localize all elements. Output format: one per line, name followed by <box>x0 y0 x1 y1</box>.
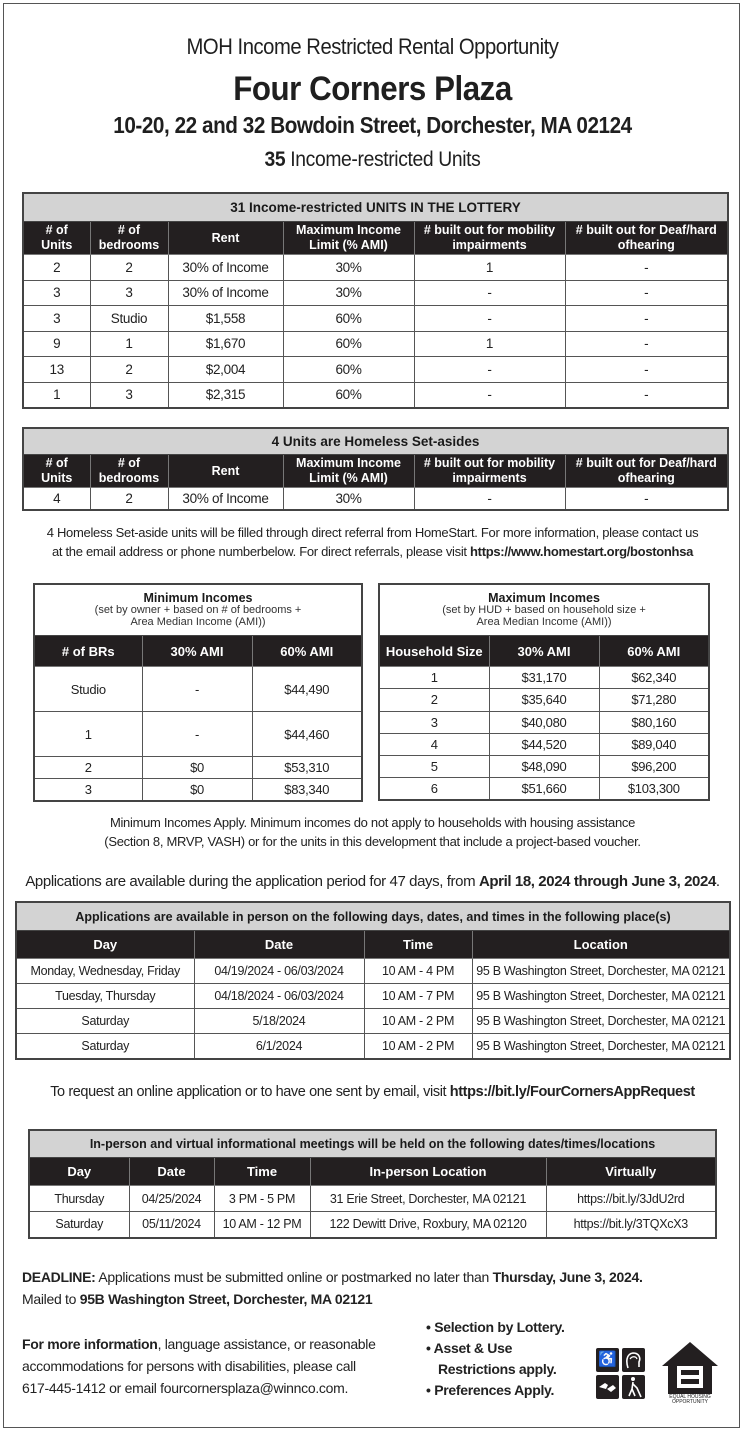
table-cell: 30% <box>283 488 414 510</box>
table-cell: https://bit.ly/3JdU2rd <box>546 1186 716 1212</box>
table-cell: - <box>565 280 728 306</box>
table-cell: 60% <box>283 306 414 332</box>
table-cell: Thursday <box>29 1186 129 1212</box>
table-cell: 1 <box>414 331 565 357</box>
table-cell: 2 <box>90 488 168 510</box>
table-cell: $51,660 <box>489 778 599 800</box>
table-cell: $1,670 <box>168 331 283 357</box>
min-income-note: Minimum Incomes Apply. Minimum incomes do not apply to households with housing assistance (Section 8, MRVP, VASH) or for the units in this development that include a project-based voucher. <box>104 815 641 849</box>
table-cell: 1 <box>414 255 565 281</box>
maximum-incomes-table <box>378 583 710 801</box>
table-cell: 95 B Washington Street, Dorchester, MA 02121 <box>472 959 730 984</box>
table-cell: 1 <box>34 712 142 757</box>
table-cell: $0 <box>142 779 252 801</box>
table-cell: 05/11/2024 <box>129 1212 214 1238</box>
col-header-in-person-location: In-person Location <box>310 1158 546 1186</box>
col-header-max-income: Maximum Income Limit (% AMI) <box>283 222 414 255</box>
table-row <box>34 779 362 801</box>
table-cell: 1 <box>23 382 90 408</box>
table-row <box>29 1186 716 1212</box>
table-cell: 30% of Income <box>168 255 283 281</box>
accessibility-icons <box>596 1348 646 1400</box>
table-cell: 5 <box>379 756 489 778</box>
deadline-label: DEADLINE: <box>22 1269 96 1285</box>
table-cell: Studio <box>34 667 142 712</box>
table-cell: 3 <box>23 306 90 332</box>
table-cell: - <box>565 331 728 357</box>
application-period: Applications are available during the application period for 47 days, from April 18, 2024 through June 3, 2024. <box>25 873 720 890</box>
deadline-date: Thursday, June 3, 2024. <box>492 1269 643 1285</box>
table-cell: - <box>565 306 728 332</box>
table-cell: 04/19/2024 - 06/03/2024 <box>194 959 364 984</box>
table-row <box>34 667 362 712</box>
table-row <box>379 667 709 689</box>
table-cell: $35,640 <box>489 689 599 711</box>
col-header-rent: Rent <box>168 222 283 255</box>
col-header-60-ami: 60% AMI <box>252 636 362 667</box>
cognitive-disability-icon <box>622 1348 645 1372</box>
table-cell: - <box>142 712 252 757</box>
app-request-link[interactable]: https://bit.ly/FourCornersAppRequest <box>449 1084 695 1100</box>
table-cell: 4 <box>23 488 90 510</box>
table-row <box>16 959 730 984</box>
table-cell: Saturday <box>16 1034 194 1059</box>
col-header-bedrooms: # of BRs <box>34 636 142 667</box>
table-cell: 3 PM - 5 PM <box>214 1186 310 1212</box>
homeless-note <box>0 523 745 561</box>
col-header-mobility: # built out for mobility impairments <box>414 222 565 255</box>
col-header-household-size: Household Size <box>379 636 489 667</box>
col-header-time: Time <box>214 1158 310 1186</box>
header-row <box>23 222 728 255</box>
table-cell: 31 Erie Street, Dorchester, MA 02121 <box>310 1186 546 1212</box>
header-row <box>29 1158 716 1186</box>
table-cell: $44,460 <box>252 712 362 757</box>
table-cell: $44,490 <box>252 667 362 712</box>
col-header-date: Date <box>129 1158 214 1186</box>
col-header-location: Location <box>472 931 730 959</box>
table-cell: Saturday <box>29 1212 129 1238</box>
table-row <box>16 984 730 1009</box>
table-cell: 2 <box>90 357 168 383</box>
col-header-time: Time <box>364 931 472 959</box>
header-row <box>34 636 362 667</box>
table-cell: - <box>565 488 728 510</box>
col-header-bedrooms: # of bedrooms <box>90 455 168 488</box>
sign-language-icon <box>596 1375 619 1399</box>
header-row <box>23 455 728 488</box>
table-row <box>29 1212 716 1238</box>
equal-housing-label: EQUAL HOUSING OPPORTUNITY <box>669 1394 711 1405</box>
table-cell: - <box>565 357 728 383</box>
col-header-deaf-hard-of-hearing: # built out for Deaf/hard ofhearing <box>565 222 728 255</box>
col-header-60-ami: 60% AMI <box>599 636 709 667</box>
table-row <box>34 757 362 779</box>
in-person-caption: Applications are available in person on the following days, dates, and times in the following place(s) <box>16 902 730 931</box>
table-cell: 30% <box>283 255 414 281</box>
table-cell: 2 <box>34 757 142 779</box>
table-cell: - <box>414 488 565 510</box>
wheelchair-icon: ♿ <box>596 1348 619 1372</box>
table-row <box>23 280 728 306</box>
table-row <box>23 357 728 383</box>
table-cell: 3 <box>90 382 168 408</box>
table-cell: $89,040 <box>599 733 709 755</box>
info-meetings-table <box>28 1129 717 1239</box>
table-cell: $40,080 <box>489 711 599 733</box>
table-cell: $96,200 <box>599 756 709 778</box>
homestart-link[interactable]: https://www.homestart.org/bostonhsa <box>470 544 694 559</box>
bullet-preferences: • Preferences Apply. <box>426 1382 555 1398</box>
table-cell: 04/25/2024 <box>129 1186 214 1212</box>
table-cell: Tuesday, Thursday <box>16 984 194 1009</box>
table-cell: 10 AM - 2 PM <box>364 1009 472 1034</box>
table-cell: $80,160 <box>599 711 709 733</box>
table-cell: 60% <box>283 331 414 357</box>
table-cell: 10 AM - 12 PM <box>214 1212 310 1238</box>
table-row <box>16 1009 730 1034</box>
col-header-bedrooms: # of bedrooms <box>90 222 168 255</box>
table-cell: 4 <box>379 733 489 755</box>
table-cell: 10 AM - 2 PM <box>364 1034 472 1059</box>
table-cell: 9 <box>23 331 90 357</box>
table-row <box>379 733 709 755</box>
table-cell: 2 <box>379 689 489 711</box>
col-header-day: Day <box>16 931 194 959</box>
table-cell: 1 <box>379 667 489 689</box>
table-cell: 6 <box>379 778 489 800</box>
table-cell: 95 B Washington Street, Dorchester, MA 02121 <box>472 1009 730 1034</box>
table-cell: 30% of Income <box>168 488 283 510</box>
max-incomes-caption: Maximum Incomes (set by HUD + based on household size + Area Median Income (AMI)) <box>379 584 709 636</box>
table-cell: 95 B Washington Street, Dorchester, MA 02121 <box>472 1034 730 1059</box>
min-incomes-title: Minimum Incomes <box>143 591 253 605</box>
table-cell: $0 <box>142 757 252 779</box>
table-cell: $2,315 <box>168 382 283 408</box>
table-row <box>379 711 709 733</box>
table-row <box>23 331 728 357</box>
table-cell: 30% <box>283 280 414 306</box>
table-row <box>379 756 709 778</box>
table-cell: 30% of Income <box>168 280 283 306</box>
table-cell: $31,170 <box>489 667 599 689</box>
col-header-30-ami: 30% AMI <box>489 636 599 667</box>
min-incomes-caption: Minimum Incomes (set by owner + based on # of bedrooms + Area Median Income (AMI)) <box>34 584 362 636</box>
table-cell: $48,090 <box>489 756 599 778</box>
table-cell: $1,558 <box>168 306 283 332</box>
table-row <box>34 712 362 757</box>
header-row <box>379 636 709 667</box>
table-cell: https://bit.ly/3TQXcX3 <box>546 1212 716 1238</box>
col-header-virtually: Virtually <box>546 1158 716 1186</box>
table-cell: $103,300 <box>599 778 709 800</box>
col-header-day: Day <box>29 1158 129 1186</box>
table-cell: - <box>142 667 252 712</box>
table-cell: - <box>414 280 565 306</box>
homeless-setaside-table <box>22 427 729 511</box>
table-cell: $62,340 <box>599 667 709 689</box>
blind-cane-icon <box>622 1375 645 1399</box>
table-cell: 2 <box>23 255 90 281</box>
table-cell: - <box>414 357 565 383</box>
table-cell: 60% <box>283 382 414 408</box>
col-header-rent: Rent <box>168 455 283 488</box>
table-cell: Monday, Wednesday, Friday <box>16 959 194 984</box>
deadline-section: DEADLINE: Applications must be submitted online or postmarked no later than Thursday, June 3, 2024. Mailed to 95B Washington Street, Dorchester, MA 02121 <box>22 1269 643 1307</box>
col-header-mobility: # built out for mobility impairments <box>414 455 565 488</box>
table-cell: 10 AM - 7 PM <box>364 984 472 1009</box>
in-person-applications-table <box>15 901 731 1060</box>
table-cell: - <box>565 255 728 281</box>
table-row <box>379 778 709 800</box>
page-title: Four Corners Plaza <box>233 70 512 108</box>
mailing-address: 95B Washington Street, Dorchester, MA 02121 <box>79 1291 373 1307</box>
col-header-30-ami: 30% AMI <box>142 636 252 667</box>
table-cell: 60% <box>283 357 414 383</box>
table-row <box>23 488 728 510</box>
lottery-bullets <box>426 1317 586 1401</box>
max-incomes-title: Maximum Incomes <box>488 591 600 605</box>
minimum-incomes-table <box>33 583 363 802</box>
table-cell: 3 <box>23 280 90 306</box>
units-count: 35 <box>264 148 286 171</box>
table-cell: 122 Dewitt Drive, Roxbury, MA 02120 <box>310 1212 546 1238</box>
table-cell: - <box>414 306 565 332</box>
table-cell: 13 <box>23 357 90 383</box>
page-subtitle: MOH Income Restricted Rental Opportunity <box>186 34 559 59</box>
table-cell: $71,280 <box>599 689 709 711</box>
homeless-note-line2: at the email address or phone numberbelow. For direct referrals, please visit https://www.homestart.org/bostonhsa <box>51 544 694 559</box>
table-cell: Saturday <box>16 1009 194 1034</box>
table-cell: - <box>565 382 728 408</box>
application-dates: April 18, 2024 through June 3, 2024 <box>478 873 716 890</box>
equal-housing-opportunity-icon <box>660 1340 720 1402</box>
table-cell: Studio <box>90 306 168 332</box>
units-summary <box>30 148 715 172</box>
col-header-deaf-hard-of-hearing: # built out for Deaf/hard ofhearing <box>565 455 728 488</box>
table-row <box>23 255 728 281</box>
units-label: Income-restricted Units <box>285 148 481 171</box>
bullet-selection: • Selection by Lottery. <box>426 1319 565 1335</box>
contact-info: For more information, language assistance, or reasonable accommodations for persons with disabilities, please call 617-445-1412 or email fourcornersplaza@winnco.com. <box>22 1336 376 1396</box>
table-cell: $53,310 <box>252 757 362 779</box>
table-row <box>23 306 728 332</box>
table-row <box>16 1034 730 1059</box>
table-row <box>379 689 709 711</box>
col-header-units: # of Units <box>23 222 90 255</box>
table-cell: $2,004 <box>168 357 283 383</box>
table-cell: $44,520 <box>489 733 599 755</box>
col-header-units: # of Units <box>23 455 90 488</box>
table-cell: 95 B Washington Street, Dorchester, MA 02121 <box>472 984 730 1009</box>
property-address: 10-20, 22 and 32 Bowdoin Street, Dorchester, MA 02124 <box>113 112 632 138</box>
table-cell: 3 <box>34 779 142 801</box>
header-row <box>16 931 730 959</box>
table-row <box>23 382 728 408</box>
bullet-asset-use: • Asset & Use Restrictions apply. <box>426 1340 557 1377</box>
table-cell: 10 AM - 4 PM <box>364 959 472 984</box>
col-header-max-income: Maximum Income Limit (% AMI) <box>283 455 414 488</box>
table-cell: 1 <box>90 331 168 357</box>
lottery-table-caption: 31 Income-restricted UNITS IN THE LOTTERY <box>23 193 728 222</box>
table-cell: 6/1/2024 <box>194 1034 364 1059</box>
table-cell: 3 <box>379 711 489 733</box>
online-request: To request an online application or to have one sent by email, visit https://bit.ly/FourCornersAppRequest <box>50 1084 695 1100</box>
table-cell: - <box>414 382 565 408</box>
table-cell: $83,340 <box>252 779 362 801</box>
table-cell: 04/18/2024 - 06/03/2024 <box>194 984 364 1009</box>
homeless-note-line1: 4 Homeless Set-aside units will be filled through direct referral from HomeStart. For more information, please contact us <box>46 525 699 540</box>
meetings-caption: In-person and virtual informational meetings will be held on the following dates/times/locations <box>29 1130 716 1158</box>
table-cell: 3 <box>90 280 168 306</box>
table-cell: 5/18/2024 <box>194 1009 364 1034</box>
homeless-table-caption: 4 Units are Homeless Set-asides <box>23 428 728 455</box>
col-header-date: Date <box>194 931 364 959</box>
table-cell: 2 <box>90 255 168 281</box>
lottery-units-table <box>22 192 729 409</box>
